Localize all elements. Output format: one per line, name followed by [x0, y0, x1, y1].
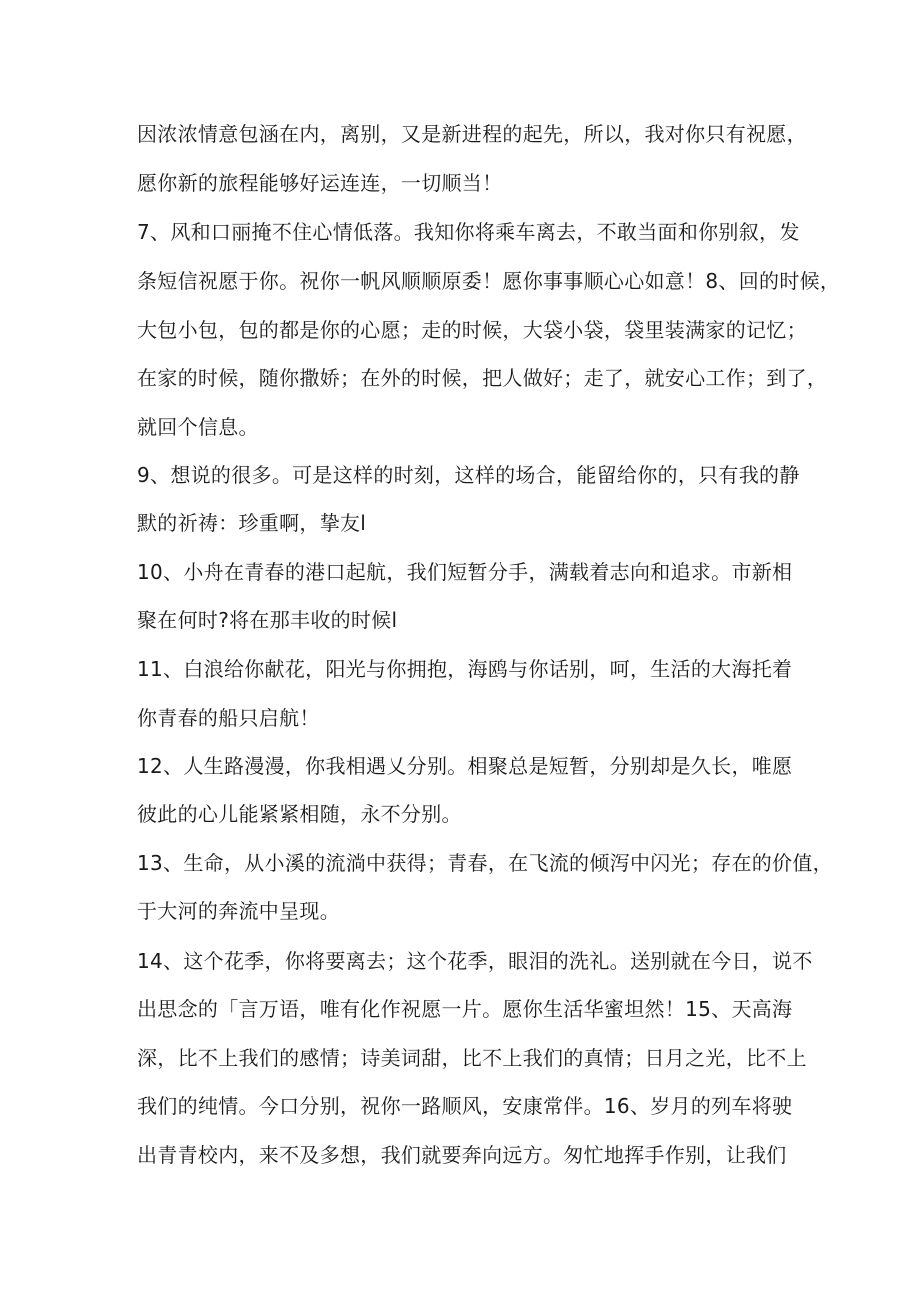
text-line: 就回个信息。: [137, 415, 259, 439]
text-line: 因浓浓情意包涵在内，离别，又是新进程的起先，所以，我对你只有祝愿，: [137, 122, 807, 146]
text-line: 于大河的奔流中呈现。: [137, 899, 340, 923]
text-line: 14、这个花季，你将要离去；这个花季，眼泪的洗礼。送别就在今日，说不: [137, 949, 813, 973]
text-line: 条短信祝愿于你。祝你一帆风顺顺原委！愿你事事顺心心如意！8、回的时候，: [137, 269, 841, 293]
text-line: 在家的时候，随你撒娇；在外的时候，把人做好；走了，就安心工作；到了，: [137, 366, 828, 390]
text-line: 出青青校内，来不及多想，我们就要奔向远方。匆忙地挥手作别，让我们: [137, 1143, 787, 1167]
text-line: 出思念的「言万语，唯有化作祝愿一片。愿你生活华蜜坦然！15、天高海: [137, 997, 793, 1021]
text-line: 深，比不上我们的感情；诗美词甜，比不上我们的真情；日月之光，比不上: [137, 1046, 807, 1070]
text-line: 愿你新的旅程能够好运连连，一切顺当！: [137, 171, 503, 195]
text-line: 13、生命，从小溪的流淌中获得；青春，在飞流的倾泻中闪光；存在的价值，: [137, 851, 833, 875]
text-line: 你青春的船只启航！: [137, 706, 320, 730]
text-line: 7、风和口丽掩不住心情低落。我知你将乘车离去，不敢当面和你别叙，发: [137, 220, 800, 244]
text-line: 我们的纯情。今口分别，祝你一路顺风，安康常伴。16、岁月的列车将驶: [137, 1094, 793, 1118]
text-line: 彼此的心儿能紧紧相随，永不分别。: [137, 802, 462, 826]
text-line: 9、想说的很多。可是这样的时刻，这样的场合，能留给你的，只有我的静: [137, 463, 800, 487]
text-line: 12、人生路漫漫，你我相遇乂分别。相聚总是短暂，分别却是久长，唯愿: [137, 754, 793, 778]
text-line: 10、小舟在青春的港口起航，我们短暂分手，满载着志向和追求。市新相: [137, 560, 793, 584]
text-line: 聚在何时?将在那丰收的时候l: [137, 608, 398, 632]
text-line: 默的祈祷：珍重啊，挚友l: [137, 511, 367, 535]
text-line: 大包小包，包的都是你的心愿；走的时候，大袋小袋，袋里装满家的记忆；: [137, 318, 807, 342]
text-line: 11、白浪给你献花，阳光与你拥抱，海鸥与你话别，呵，生活的大海托着: [137, 657, 793, 681]
